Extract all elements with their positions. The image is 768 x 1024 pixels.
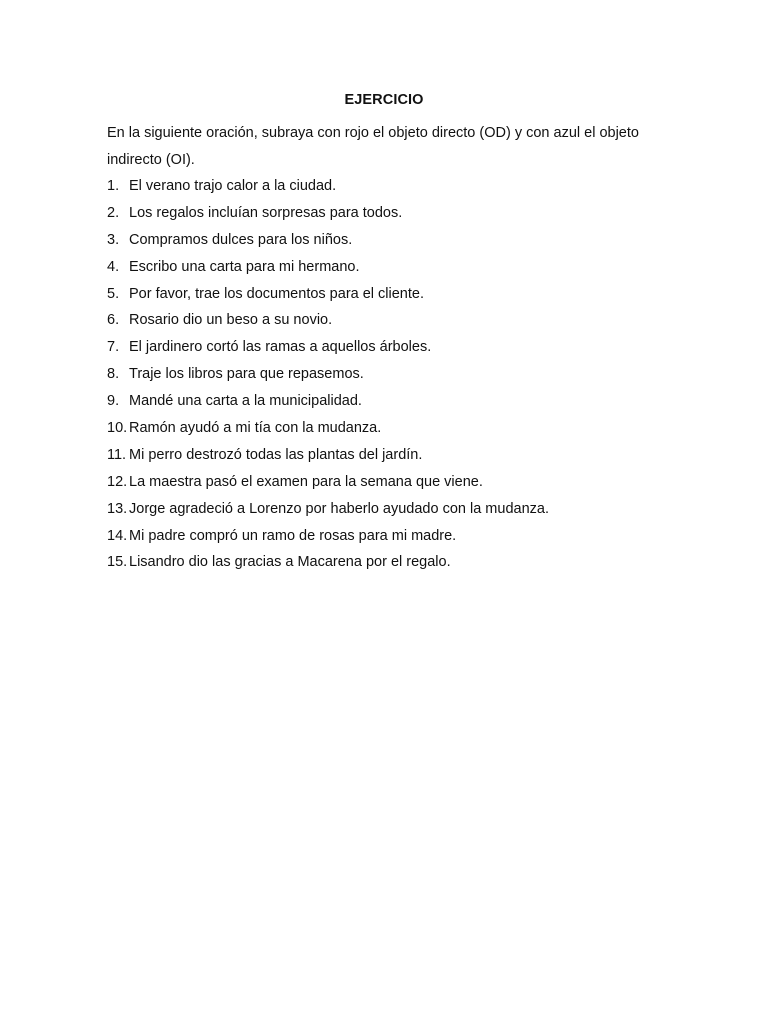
list-item	[107, 523, 687, 550]
list-item	[107, 227, 687, 254]
item-text: Los regalos incluían sorpresas para todos.	[129, 204, 403, 221]
item-text: El jardinero cortó las ramas a aquellos árboles.	[129, 339, 432, 356]
list-item	[107, 442, 687, 469]
item-number: 10.	[107, 420, 128, 437]
item-number: 5.	[107, 285, 120, 302]
list-item	[107, 415, 687, 442]
item-text: Rosario dio un beso a su novio.	[129, 312, 333, 329]
list-item	[107, 549, 687, 576]
item-number: 11.	[107, 446, 127, 463]
item-number: 3.	[107, 231, 120, 248]
item-text: Compramos dulces para los niños.	[129, 231, 353, 248]
list-item	[107, 254, 687, 281]
item-number: 14.	[107, 527, 128, 544]
list-item	[107, 281, 687, 308]
item-number: 2.	[107, 204, 120, 221]
item-text: Ramón ayudó a mi tía con la mudanza.	[129, 420, 382, 437]
item-text: La maestra pasó el examen para la semana que viene.	[129, 473, 483, 490]
list-item	[107, 388, 687, 415]
item-number: 8.	[107, 366, 120, 383]
item-number: 15.	[107, 554, 128, 571]
item-text: Traje los libros para que repasemos.	[129, 366, 364, 383]
list-item	[107, 496, 687, 523]
item-number: 13.	[107, 500, 128, 517]
item-text: Por favor, trae los documentos para el cliente.	[129, 285, 424, 302]
item-text: Mi perro destrozó todas las plantas del jardín.	[129, 446, 423, 463]
list-item	[107, 307, 687, 334]
instructions-paragraph: En la siguiente oración, subraya con rojo el objeto directo (OD) y con azul el objeto indirecto (OI).	[107, 125, 639, 168]
exercise-list	[107, 173, 687, 576]
list-item	[107, 173, 687, 200]
list-item	[107, 469, 687, 496]
document-title: EJERCICIO	[344, 92, 424, 108]
list-item	[107, 200, 687, 227]
item-number: 12.	[107, 473, 128, 490]
item-text: Lisandro dio las gracias a Macarena por el regalo.	[129, 554, 451, 571]
item-number: 1.	[107, 178, 120, 194]
item-text: Mi padre compró un ramo de rosas para mi madre.	[129, 527, 457, 544]
item-number: 4.	[107, 258, 120, 275]
item-text: Escribo una carta para mi hermano.	[129, 258, 360, 275]
item-number: 9.	[107, 393, 120, 410]
item-text: El verano trajo calor a la ciudad.	[129, 178, 337, 194]
list-item	[107, 361, 687, 388]
list-item	[107, 334, 687, 361]
item-text: Mandé una carta a la municipalidad.	[129, 393, 362, 410]
item-number: 7.	[107, 339, 120, 356]
item-number: 6.	[107, 312, 120, 329]
item-text: Jorge agradeció a Lorenzo por haberlo ayudado con la mudanza.	[129, 500, 549, 517]
